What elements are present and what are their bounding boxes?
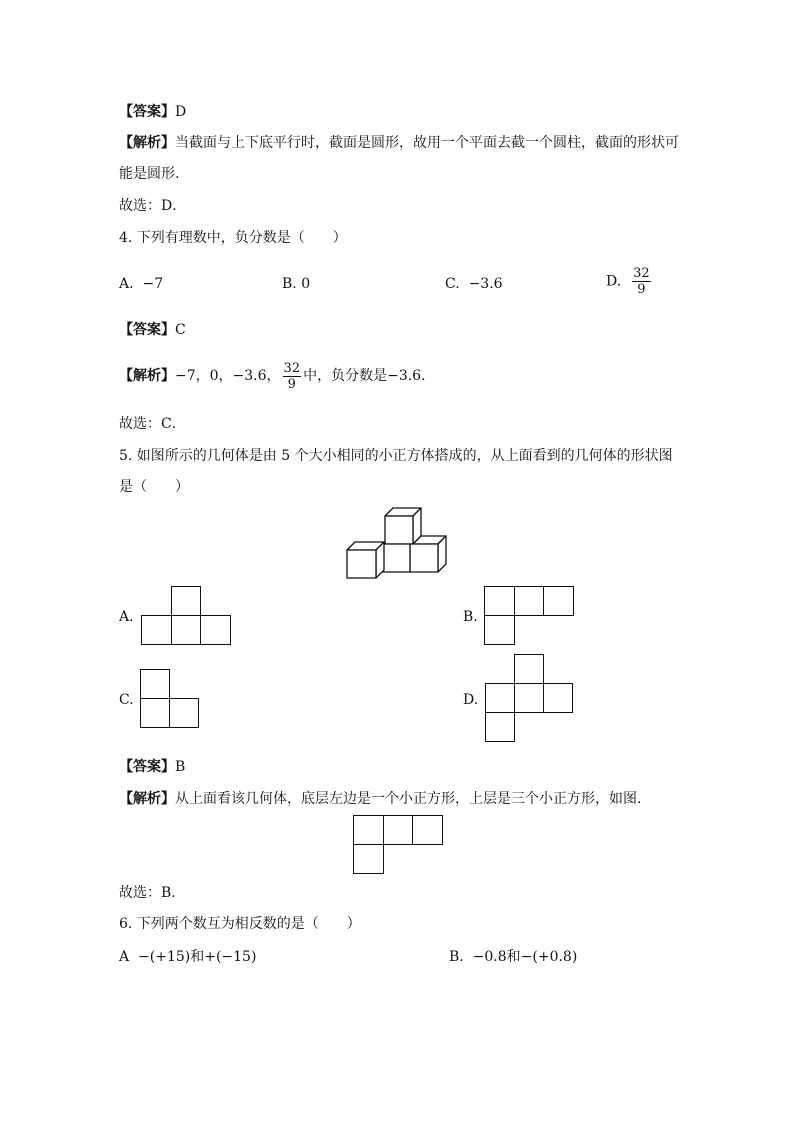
answer-label: 【答案】: [119, 322, 175, 338]
answer-label: 【答案】: [119, 759, 175, 775]
analysis-label: 【解析】: [119, 791, 175, 807]
q3-analysis-line2: 能是圆形.: [119, 166, 180, 182]
q5-question-line1: 5. 如图所示的几何体是由 5 个大小相同的小正方体搭成的，从上面看到的几何体的形状图: [119, 448, 673, 464]
analysis-text: 从上面看该几何体，底层左边是一个小正方形，上层是三个小正方形，如图.: [175, 791, 642, 807]
option-letter: A: [119, 949, 130, 965]
analysis-text: 当截面与上下底平行时，截面是圆形，故用一个平面去截一个圆柱，截面的形状可: [175, 135, 679, 151]
grid-square: [514, 654, 544, 684]
q4-option-c: [445, 274, 503, 294]
fraction-denominator: 9: [637, 282, 646, 297]
option-letter: A.: [119, 276, 134, 292]
grid-square: [485, 712, 515, 742]
analysis-text: 中，负分数是−3.6.: [303, 368, 426, 384]
answer-value: B: [175, 759, 186, 775]
q4-answer: [119, 320, 186, 340]
grid-square: [383, 815, 413, 845]
fraction: [632, 266, 651, 297]
grid-square: [353, 815, 384, 845]
grid-square: [171, 586, 201, 616]
option-value: 0: [301, 276, 311, 292]
q4-analysis: [119, 360, 426, 392]
q5-analysis: [119, 789, 641, 809]
grid-square: [543, 683, 573, 713]
q5-answer: [119, 757, 185, 777]
q5-conclusion: 故选：B．: [119, 885, 186, 901]
answer-label: 【答案】: [119, 104, 175, 120]
fraction-numerator: 32: [283, 360, 301, 376]
analysis-label: 【解析】: [119, 368, 175, 384]
grid-square: [412, 815, 443, 845]
grid-square: [484, 615, 515, 645]
analysis-text: −7，0，−3.6，: [175, 368, 281, 384]
q5-option-d-label: D.: [463, 692, 479, 708]
grid-square: [140, 698, 170, 728]
option-value: −(+15)和+(−15): [138, 949, 257, 965]
option-value: −7: [142, 276, 164, 292]
q3-analysis-line1: [119, 133, 679, 153]
grid-square: [543, 586, 574, 616]
fraction: [283, 361, 302, 392]
q5-option-b-label: B.: [463, 609, 478, 625]
grid-square: [140, 669, 170, 699]
fraction-denominator: 9: [287, 376, 296, 392]
q4-option-b: [282, 274, 310, 294]
q3-conclusion: 故选：D．: [119, 198, 187, 214]
option-letter: B.: [449, 949, 464, 965]
q4-question: 4. 下列有理数中，负分数是（ ）: [119, 230, 347, 246]
fraction-numerator: 32: [633, 266, 650, 281]
q5-option-a-label: A.: [119, 609, 134, 625]
answer-value: C: [175, 322, 186, 338]
q3-answer: [119, 102, 186, 122]
q6-option-b: [449, 947, 577, 967]
q4-option-d: [606, 266, 653, 297]
grid-square: [514, 586, 544, 616]
grid-square: [141, 615, 172, 645]
option-value: −3.6: [468, 276, 503, 292]
option-letter: D.: [606, 273, 622, 290]
q6-option-a: [119, 947, 256, 967]
grid-square: [353, 844, 384, 874]
option-letter: B.: [282, 276, 297, 292]
option-letter: C.: [445, 276, 460, 292]
q4-option-a: [119, 274, 163, 294]
q6-question: 6. 下列两个数互为相反数的是（ ）: [119, 916, 361, 932]
grid-square: [514, 683, 544, 713]
q5-option-c-label: C.: [119, 692, 134, 708]
grid-square: [484, 586, 515, 616]
q5-question-line2: 是（ ）: [119, 479, 189, 495]
option-value: −0.8和−(+0.8): [472, 949, 578, 965]
analysis-label: 【解析】: [119, 135, 175, 151]
q4-conclusion: 故选：C．: [119, 416, 186, 432]
grid-square: [169, 698, 199, 728]
grid-square: [485, 683, 515, 713]
grid-square: [200, 615, 231, 645]
grid-square: [171, 615, 201, 645]
cube-solid-figure: [344, 504, 454, 580]
answer-value: D: [175, 104, 187, 120]
